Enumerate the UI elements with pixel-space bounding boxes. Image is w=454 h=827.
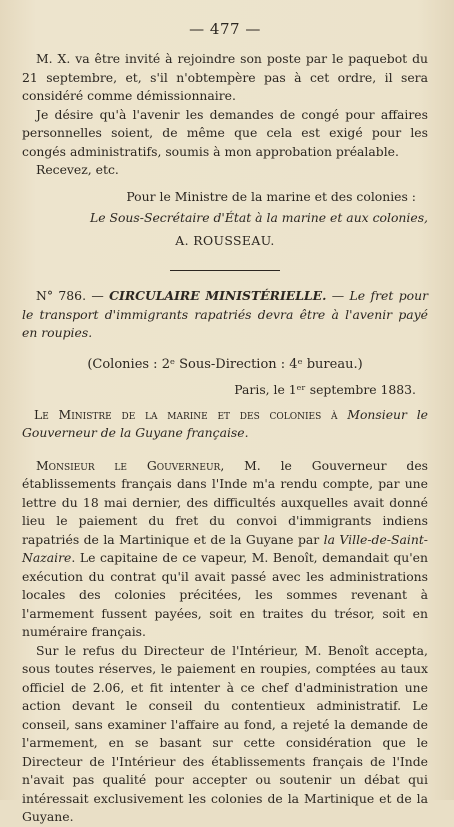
signature: A. ROUSSEAU.	[175, 232, 275, 248]
circular-heading	[22, 287, 428, 343]
closing-formula: Recevez, etc.	[36, 162, 119, 177]
body-paragraph-1-text-b: . Le capitaine de ce vapeur, M. Benoît, demandait qu'en exécution du contrat qu'il avait passé avec les administrations locales des colonies précitées, les sommes revenant à l'armement fussent payées, soit en traites du trésor, soit en numéraire français.	[22, 550, 428, 639]
under-secretary-title: Le Sous-Secrétaire d'État à la marine et aux colonies,	[89, 210, 428, 225]
date-line: Paris, le 1ᵉʳ septembre 1883.	[234, 382, 416, 397]
addressee-line	[22, 406, 428, 443]
page-number: — 477 —	[189, 20, 261, 38]
body-paragraph-1-text-a: M. le Gouverneur des établissements français dans l'Inde m'a rendu compte, par une lettre du 18 mai dernier, des difficultés auxquelles avait donné lieu le paiement du fret du convoi d'immigrants indiens rapatriés de la Martinique et de la Guyane par	[22, 457, 429, 547]
body-paragraph-1	[22, 457, 428, 642]
for-minister-line: Pour le Ministre de la marine et des colonies :	[126, 188, 416, 204]
section-divider	[170, 270, 280, 271]
salutation: Monsieur le Gouverneur,	[36, 457, 225, 473]
paragraph-leave-requests: Je désire qu'à l'avenir les demandes de congé pour affaires personnelles soient, de même que cela est exigé pour les congés administratifs, soumis à mon approbation préalable.	[22, 106, 428, 159]
ship-name: la Ville-de-Saint-Nazaire	[22, 531, 428, 565]
addressee-from: Le Ministre de la marine et des colonies à	[34, 406, 338, 422]
circular-subject: — Le fret pour le transport d'immigrants rapatriés devra être à l'avenir payé en roupies.	[22, 288, 428, 340]
paragraph-recall-order: M. X. va être invité à rejoindre son poste par le paquebot du 21 septembre, et, s'il n'obtempère pas à cet ordre, il sera considéré comme démissionnaire.	[22, 51, 428, 103]
direction-line: (Colonies : 2ᵉ Sous-Direction : 4ᵉ bureau.)	[87, 356, 363, 372]
addressee-to: Monsieur le Gouverneur de la Guyane française.	[22, 406, 428, 440]
body-paragraph-2: Sur le refus du Directeur de l'Intérieur, M. Benoît accepta, sous toutes réserves, le paiement en roupies, comptées au taux officiel de 2.06, et fit intenter à ce chef d'administration une action devant le conseil du contentieux administratif. Le conseil, sans examiner l'affaire au fond, a rejeté la demande de l'armement, en se basant sur cette considération que le Directeur de l'Intérieur des établissements français de l'Inde n'avait pas qualité pour accepter ou soutenir un débat qui intéressait exclusivement les colonies de la Martinique et de la Guyane.	[22, 642, 428, 824]
circular-type: CIRCULAIRE MINISTÉRIELLE.	[109, 288, 327, 303]
circular-number: N° 786. —	[36, 288, 104, 303]
